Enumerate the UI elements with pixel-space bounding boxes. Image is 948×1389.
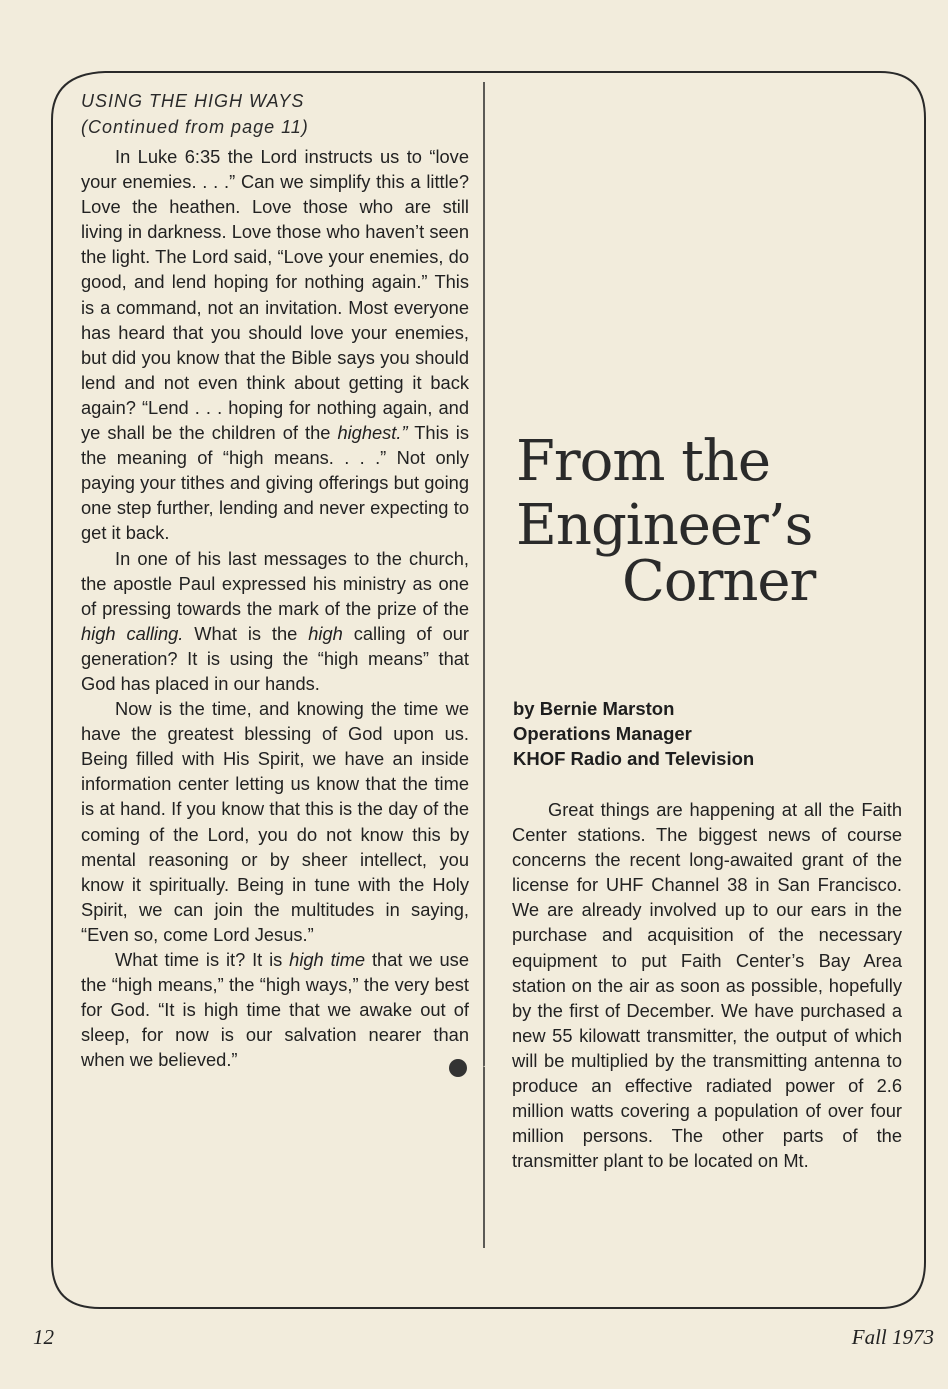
byline-role: Operations Manager [513, 723, 692, 744]
text-run: What is the [183, 622, 309, 644]
article-body [512, 797, 902, 1173]
article-headline [512, 430, 902, 614]
paragraph-2 [81, 546, 469, 697]
text-run: Now is the time, and knowing the time we have the greatest blessing of God upon us. Being filled with His Spirit, we have an inside information center letting us know that the time is at hand. If you know that this is the day of the coming of the Lord, you do not know this by mental reasoning or by sheer intellect, you know it spiritually. Being in tune with the Holy Spirit, we can join the multitudes in saying, “Even so, come Lord Jesus.” [81, 698, 469, 945]
paragraph-3 [81, 696, 469, 947]
headline-line-3: Corner [622, 549, 816, 614]
text-run: What time is it? It is [115, 949, 290, 970]
text-run: calling of our generation? It is using the “high means” that God has placed in our hands. [81, 622, 469, 694]
byline [513, 696, 902, 771]
text-run: In Luke 6:35 the Lord instructs us to “love your enemies. . . .” Can we simplify this a little? Love the heathen. Love those who are still living in darkness. Love those who haven’t seen the light. The Lord said, “Love your enemies, do good, and lend hoping for nothing again.” This is a command, not an invitation. Most everyone has heard that you should love your enemies, but did you know that the Bible says you should lend and not even think about getting it back again? “Lend . . . hoping for nothing again, and ye shall be the children of the [81, 146, 469, 444]
headline-line-2: Engineer’s [516, 493, 813, 558]
emphasis-text: highest.” [337, 422, 408, 444]
emphasis-text: high calling. [81, 622, 184, 644]
byline-organization: KHOF Radio and Television [513, 748, 755, 769]
byline-author: by Bernie Marston [513, 698, 675, 719]
right-column [512, 430, 902, 1173]
end-of-article-icon: ✦ [449, 1059, 467, 1077]
article-paragraph-1: Great things are happening at all the Faith Center stations. The biggest news of course concerns the recent long-awaited grant of the license for UHF Channel 38 in San Francisco. We are already involved up to our ears in the purchase and acquisition of the necessary equipment to put Faith Center’s Bay Area station on the air as soon as possible, hopefully by the first of December. We have purchased a new 55 kilowatt transmitter, the output of which will be multiplied by the transmitting antenna to produce an effective radiated power of 2.6 million watts covering a population of over four million persons. The other parts of the transmitter plant to be located on Mt. [512, 799, 902, 1172]
continued-from-note: (Continued from page 11) [81, 117, 309, 137]
issue-date: Fall 1973 [851, 1325, 934, 1349]
text-run: that we use the “high means,” the “high ways,” the very best for God. “It is high time that we awake out of sleep, for now is our salvation nearer than when we believed.” [81, 949, 469, 1071]
page-number: 12 [33, 1325, 54, 1349]
emphasis-text: high [308, 622, 343, 644]
text-run: This is the meaning of “high means. . . .” Not only paying your tithes and giving offerings but going one step further, lending and never expecting to get it back. [81, 422, 469, 544]
paragraph-1 [81, 144, 469, 546]
paragraph-4 [81, 947, 492, 1074]
text-run: In one of his last messages to the church, the apostle Paul expressed his ministry as one of pressing towards the mark of the prize of the [81, 547, 469, 619]
emphasis-text: high time [289, 949, 366, 970]
left-column [81, 88, 492, 1077]
continued-article-title: USING THE HIGH WAYS [81, 91, 305, 111]
headline-line-1: From the [516, 429, 770, 494]
